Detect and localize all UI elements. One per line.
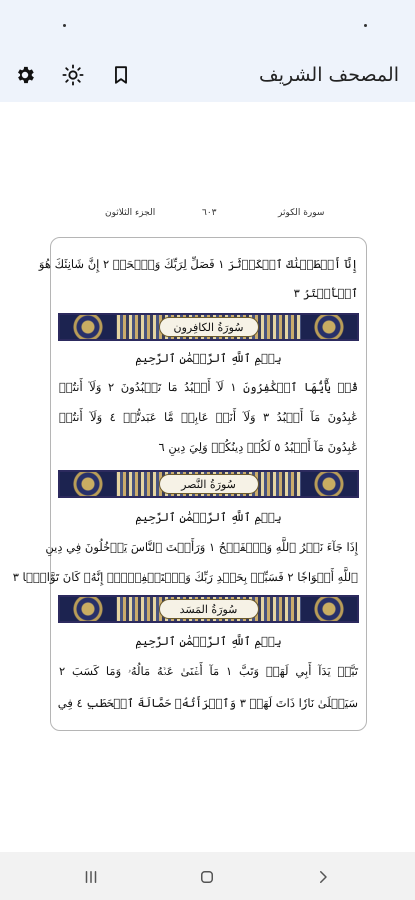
page-number: ٦٠٣ — [202, 208, 217, 218]
theme-toggle-button[interactable] — [58, 60, 88, 90]
recent-apps-icon — [82, 868, 100, 886]
verse-line: تَبَّتۡ يَدَآ أَبِي لَهَبٖ وَتَبَّ ١ مَآ أَغۡنَىٰ عَنۡهُ مَالُهُۥ وَمَا كَسَبَ ٢ — [59, 664, 358, 678]
bookmark-icon — [110, 64, 132, 86]
verse-line: ٱللَّهِ أَفۡوَاجٗا ٢ فَسَبِّحۡ بِحَمۡدِ رَبِّكَ وَٱسۡتَغۡفِرۡهُۚ إِنَّهُۥ كَانَ تَوَّابَۢا ٣ — [12, 570, 358, 584]
surah-header-label: سورة الكوثر — [278, 208, 325, 218]
surah-title: سُورَةُ النَّصر — [181, 477, 236, 491]
surah-title-box — [159, 317, 259, 337]
verse-line: ٱلۡأَبۡتَرُ ٣ — [293, 286, 358, 300]
banner-medallion — [60, 472, 116, 496]
page-header — [50, 205, 366, 227]
surah-banner — [58, 313, 359, 341]
basmala: بِسۡمِ ٱللَّهِ ٱلرَّحۡمَٰنِ ٱلرَّحِيمِ — [135, 510, 282, 524]
verse-line: عَٰبِدُونَ مَآ أَعۡبُدُ ٥ لَكُمۡ دِينُكُمۡ وَلِيَ دِينِ ٦ — [158, 440, 358, 454]
banner-medallion — [301, 315, 357, 339]
verse-line: سَيَصۡلَىٰ نَارٗا ذَاتَ لَهَبٖ ٣ وَٱمۡرَأَتُهُۥ حَمَّالَةَ ٱلۡحَطَبِ ٤ فِي — [57, 696, 358, 710]
banner-medallion — [60, 315, 116, 339]
surah-title: سُورَةُ الكافِرون — [173, 320, 244, 334]
banner-medallion — [301, 472, 357, 496]
status-dot — [63, 24, 66, 27]
home-icon — [198, 868, 216, 886]
surah-title-box — [159, 599, 259, 619]
status-dot — [364, 24, 367, 27]
recent-apps-button[interactable] — [76, 862, 106, 892]
bookmark-button[interactable] — [106, 60, 136, 90]
mushaf-page[interactable] — [12, 237, 367, 731]
home-button[interactable] — [192, 862, 222, 892]
surah-title: سُورَةُ المَسَد — [179, 602, 238, 616]
sun-icon — [62, 64, 84, 86]
app-title: المصحف الشريف — [259, 64, 399, 86]
gear-icon — [14, 64, 36, 86]
system-nav-bar — [0, 852, 415, 900]
juz-label: الجزء الثلاثون — [105, 208, 156, 218]
verse-line: إِنَّآ أَعۡطَيۡنَٰكَ ٱلۡكَوۡثَرَ ١ فَصَلِّ لِرَبِّكَ وَٱنۡحَرۡ ٢ إِنَّ شَانِئَكَ هُوَ — [38, 257, 358, 271]
surah-title-box — [159, 474, 259, 494]
status-bar — [0, 0, 415, 48]
surah-banner — [58, 595, 359, 623]
back-icon — [314, 868, 332, 886]
verse-line: إِذَا جَآءَ نَصۡرُ ٱللَّهِ وَٱلۡفَتۡحُ ١ وَرَأَيۡتَ ٱلنَّاسَ يَدۡخُلُونَ فِي دِينِ — [45, 540, 358, 554]
basmala: بِسۡمِ ٱللَّهِ ٱلرَّحۡمَٰنِ ٱلرَّحِيمِ — [135, 351, 282, 365]
banner-medallion — [301, 597, 357, 621]
basmala: بِسۡمِ ٱللَّهِ ٱلرَّحۡمَٰنِ ٱلرَّحِيمِ — [135, 634, 282, 648]
verse-line: قُلۡ يَٰٓأَيُّهَا ٱلۡكَٰفِرُونَ ١ لَآ أَعۡبُدُ مَا تَعۡبُدُونَ ٢ وَلَآ أَنتُمۡ — [59, 380, 359, 394]
surah-banner — [58, 470, 359, 498]
verse-line: عَٰبِدُونَ مَآ أَعۡبُدُ ٣ وَلَآ أَنَا۠ عَابِدٞ مَّا عَبَدتُّمۡ ٤ وَلَآ أَنتُمۡ — [59, 410, 359, 424]
settings-button[interactable] — [10, 60, 40, 90]
back-button[interactable] — [308, 862, 338, 892]
banner-medallion — [60, 597, 116, 621]
